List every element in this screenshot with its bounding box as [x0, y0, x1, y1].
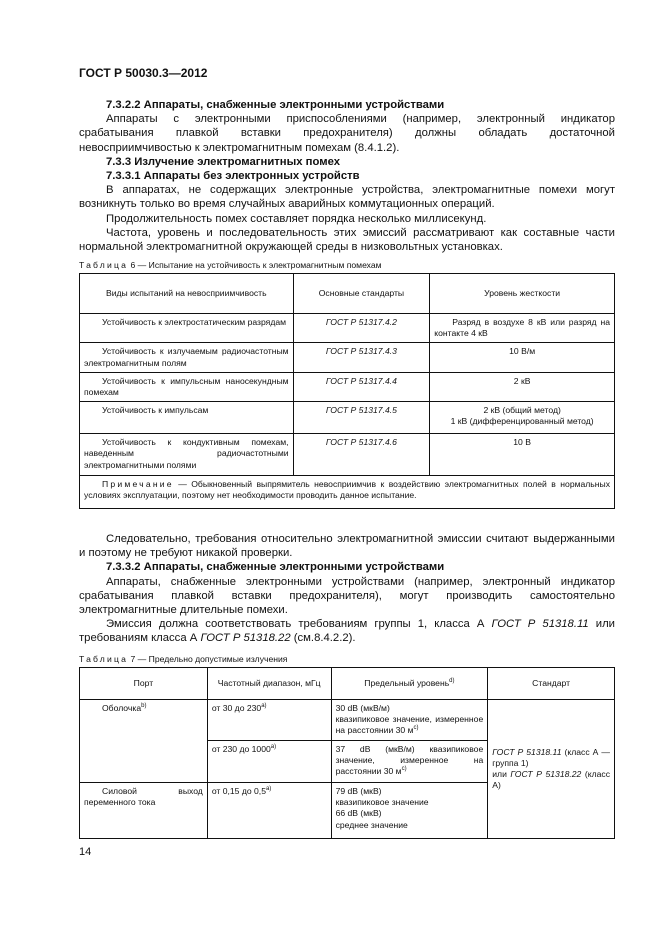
- section-heading: 7.3.3 Излучение электромагнитных помех: [106, 155, 341, 168]
- table-header: Стандарт: [488, 668, 615, 700]
- paragraph: Следовательно, требования относительно электромагнитной эмиссии считают выдержанными и поэтому не требуют никакой проверки.: [79, 533, 615, 560]
- table6-header-row: [80, 274, 615, 314]
- table-cell: 79 dB (мкВ) квазипиковое значение 66 dB (мкВ) среднее значение: [331, 783, 488, 839]
- table-cell: от 0,15 до $0,5^{а)}$: [207, 783, 331, 839]
- table-header: Основные стандарты: [293, 274, 430, 314]
- table-header: Частотный диапазон, мГц: [207, 668, 331, 700]
- table-cell: ГОСТ Р 51317.4.6: [293, 434, 430, 476]
- table-row: [80, 314, 615, 343]
- table-cell: от 30 до $230^{а)}$: [207, 700, 331, 741]
- table-header: Предельный уровень$^{d)}$: [331, 668, 488, 700]
- table-cell: ГОСТ Р 51317.4.2: [293, 314, 430, 343]
- paragraph: Аппараты с электронными приспособлениями (например, электронный индикатор срабатывания плавкой вставки предохранителя) должны обладать достаточной невосприимчивостью к электромагнитным помехам (8.4.1.2).: [79, 113, 615, 154]
- paragraph: Продолжительность помех составляет порядка несколько миллисекунд.: [106, 212, 487, 225]
- table-row: [80, 372, 615, 401]
- section-7-3-3-2: [79, 532, 615, 646]
- table6-caption: Таблица 6 — Испытание на устойчивость к электромагнитным помехам: [79, 260, 382, 270]
- table-cell: Устойчивость к излучаемым радиочастотным электромагнитным полям: [80, 343, 294, 372]
- table-cell: от 230 до $1000^{а)}$: [207, 741, 331, 783]
- table-header: Уровень жесткости: [430, 274, 615, 314]
- paragraph: В аппаратах, не содержащих электронные устройства, электромагнитные помехи могут возникнуть только во время случайных аварийных коммутационных операций.: [79, 184, 615, 211]
- document-header: ГОСТ Р 50030.3—2012: [79, 66, 208, 80]
- paragraph: Частота, уровень и последовательность этих эмиссий рассматривают как составные части нормальной электромагнитной окружающей среды в низковольтных установках.: [79, 226, 615, 254]
- table-header: Порт: [80, 668, 208, 700]
- table-cell: 10 В: [430, 434, 615, 476]
- table-cell: Разряд в воздухе 8 кВ или разряд на контакте 4 кВ: [430, 314, 615, 343]
- table-row: [80, 434, 615, 476]
- table7-header-row: [80, 668, 615, 700]
- table-cell: Устойчивость к кондуктивным помехам, наведенным радиочастотными электромагнитными полями: [80, 434, 294, 476]
- table-row: [80, 700, 615, 741]
- table6: [79, 273, 615, 509]
- table-cell: Оболочка$^{b)}$: [80, 700, 208, 783]
- table-cell: ГОСТ Р 51318.11 (класс А — группа 1) или ГОСТ Р 51318.22 (класс А): [488, 700, 615, 839]
- table-cell: Силовой выход переменного тока: [80, 783, 208, 839]
- table-row: [80, 343, 615, 372]
- table-header: Виды испытаний на невосприимчивость: [80, 274, 294, 314]
- section-heading: 7.3.3.2 Аппараты, снабженные электронными устройствами: [106, 561, 445, 574]
- table-cell: 37 dB (мкВ/м) квазипиковое значение, измеренное на расстоянии 30 $м^{c)}$: [331, 741, 488, 783]
- section-heading: 7.3.3.1 Аппараты без электронных устройств: [106, 170, 360, 183]
- table7-caption: Таблица 7 — Предельно допустимые излучения: [79, 654, 288, 664]
- table-note: Примечание — Обыкновенный выпрямитель невосприимчив к воздействию электромагнитных полей в нормальных условиях эксплуатации, поэтому нет необходимости проводить данное испытание.: [80, 476, 615, 509]
- table-cell: 2 кВ (общий метод) 1 кВ (дифференцированный метод): [430, 402, 615, 434]
- table-cell: ГОСТ Р 51317.4.5: [293, 402, 430, 434]
- table6-note-row: [80, 476, 615, 509]
- paragraph: Эмиссия должна соответствовать требованиям группы 1, класса А ГОСТ Р 51318.11 или требованиям класса А ГОСТ Р 51318.22 (см.8.4.2.2).: [79, 618, 615, 645]
- table-cell: ГОСТ Р 51317.4.3: [293, 343, 430, 372]
- table-cell: Устойчивость к электростатическим разрядам: [80, 314, 294, 343]
- table-cell: Устойчивость к импульсам: [80, 402, 294, 434]
- table-row: [80, 402, 615, 434]
- section-heading: 7.3.2.2 Аппараты, снабженные электронными устройствами: [106, 99, 445, 111]
- page-number: 14: [79, 846, 92, 858]
- table7: [79, 667, 615, 839]
- section-7-3-2-2: [79, 98, 615, 254]
- table-cell: Устойчивость к импульсным наносекундным помехам: [80, 372, 294, 401]
- table-cell: ГОСТ Р 51317.4.4: [293, 372, 430, 401]
- table-cell: 2 кВ: [430, 372, 615, 401]
- table-cell: 30 dB (мкВ/м) квазипиковое значение, измеренное на расстоянии 30 $м^{c)}$: [331, 700, 488, 741]
- paragraph: Аппараты, снабженные электронными устройствами (например, электронный индикатор срабатывания плавкой вставки предохранителя), могут производить самостоятельно электромагнитные длительные помехи.: [79, 575, 615, 617]
- table-cell: 10 В/м: [430, 343, 615, 372]
